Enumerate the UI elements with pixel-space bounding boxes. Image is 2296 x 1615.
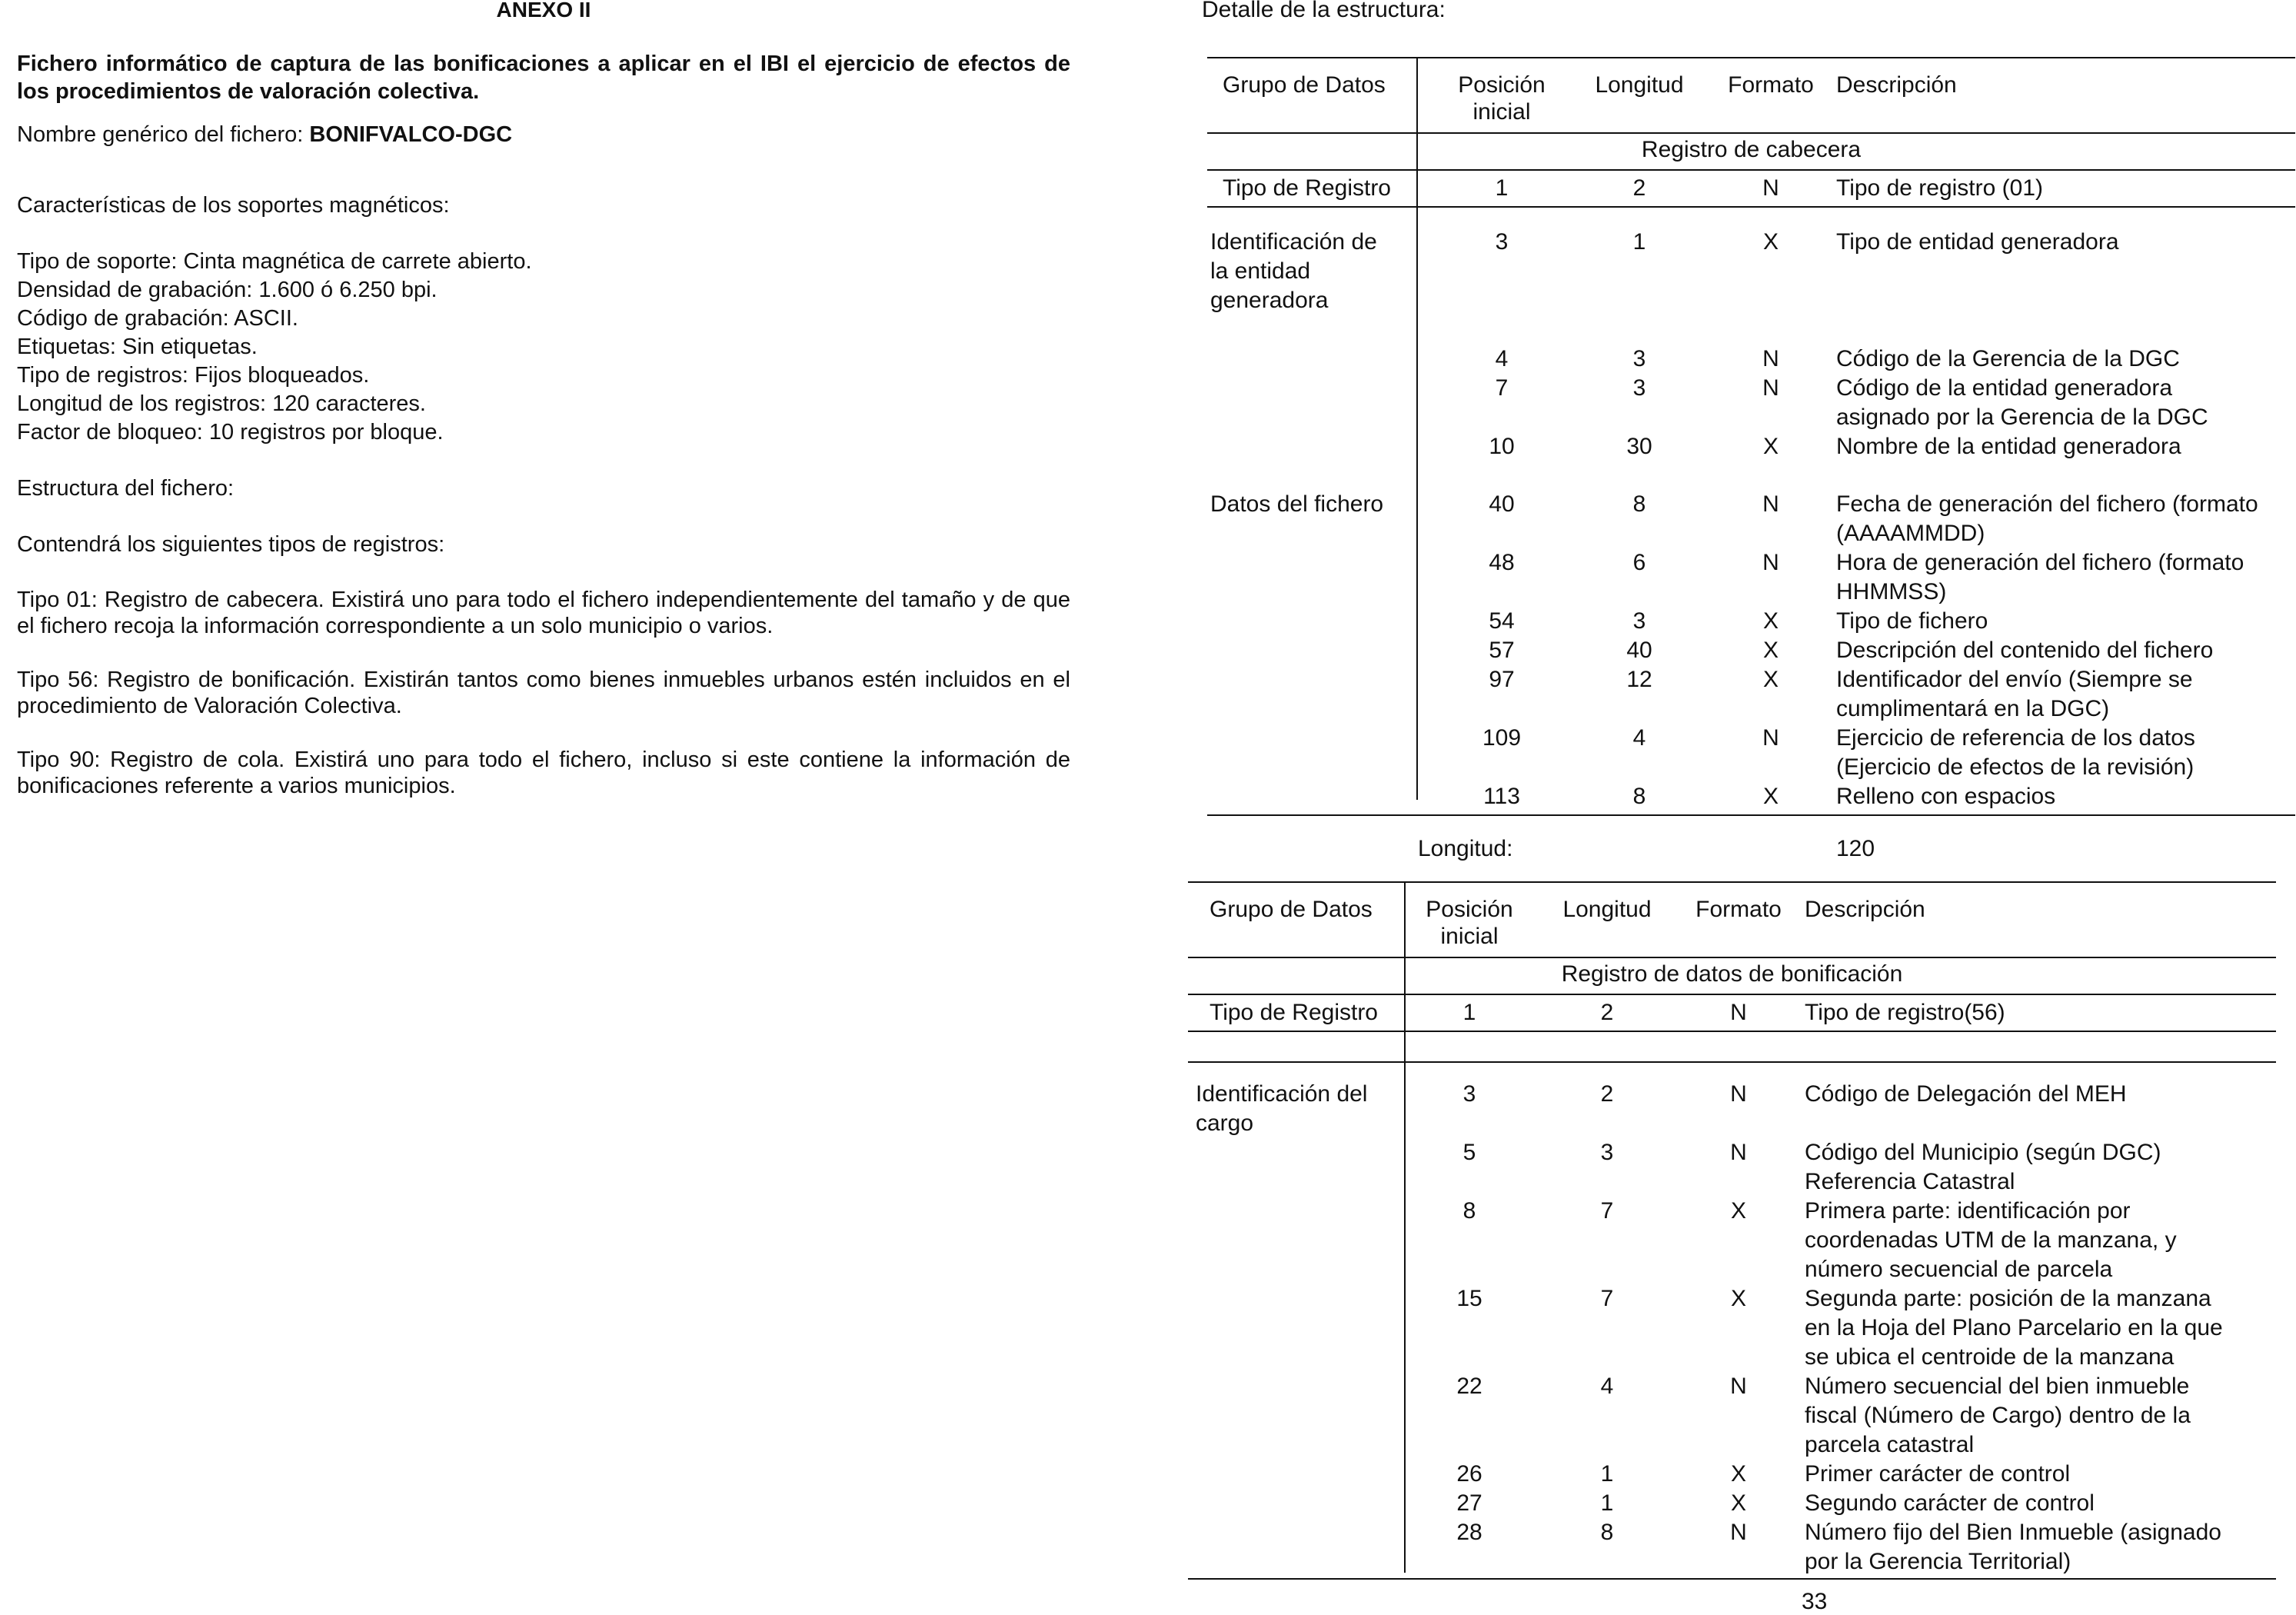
structure-detail-heading: Detalle de la estructura: xyxy=(1202,0,1446,22)
row-position: 22 xyxy=(1456,1374,1482,1399)
row-length: 8 xyxy=(1632,784,1646,809)
row-length: 1 xyxy=(1600,1490,1614,1516)
table-rule xyxy=(1207,814,2295,816)
row-length: 3 xyxy=(1632,375,1646,401)
row-description: fiscal (Número de Cargo) dentro de la xyxy=(1805,1403,2191,1428)
row-description: en la Hoja del Plano Parcelario en la que xyxy=(1805,1315,2223,1340)
row-length: 8 xyxy=(1632,491,1646,517)
row-length: 1 xyxy=(1600,1461,1614,1487)
table-rule xyxy=(1188,1578,2276,1580)
row-position: 26 xyxy=(1456,1461,1482,1487)
record-types-intro: Contendrá los siguientes tipos de registros: xyxy=(17,532,445,557)
row-description: Código de Delegación del MEH xyxy=(1805,1081,2127,1107)
header-position-2: inicial xyxy=(1472,99,1531,125)
row-position: 10 xyxy=(1489,434,1515,459)
row-description: Tipo de entidad generadora xyxy=(1836,229,2119,255)
row-length: 7 xyxy=(1600,1286,1614,1311)
header-length: Longitud xyxy=(1595,72,1684,98)
row-position: 1 xyxy=(1462,1000,1476,1025)
row-format: N xyxy=(1730,1520,1747,1545)
row-length: 40 xyxy=(1626,638,1652,663)
header-description: Descripción xyxy=(1805,897,1925,922)
media-spec-line: Tipo de soporte: Cinta magnética de carrete abierto. xyxy=(17,249,532,274)
row-format: X xyxy=(1762,638,1779,663)
row-description: Primera parte: identificación por xyxy=(1805,1198,2131,1224)
file-name-label: Nombre genérico del fichero: xyxy=(17,122,304,147)
row-length: 3 xyxy=(1632,346,1646,371)
header-position: Posición xyxy=(1458,72,1546,98)
row-description: Número secuencial del bien inmueble xyxy=(1805,1374,2190,1399)
row-group: Datos del fichero xyxy=(1210,491,1384,517)
row-format: N xyxy=(1730,1081,1747,1107)
page-number: 33 xyxy=(1802,1589,1828,1614)
row-description: asignado por la Gerencia de la DGC xyxy=(1836,405,2208,430)
header-group: Grupo de Datos xyxy=(1223,72,1386,98)
row-position: 15 xyxy=(1456,1286,1482,1311)
structure-heading: Estructura del fichero: xyxy=(17,476,235,501)
media-spec-line: Densidad de grabación: 1.600 ó 6.250 bpi. xyxy=(17,278,438,302)
row-length: 2 xyxy=(1632,175,1646,201)
row-format: N xyxy=(1730,1374,1747,1399)
row-format: N xyxy=(1762,725,1779,751)
row-group: Tipo de Registro xyxy=(1223,175,1391,201)
row-format: N xyxy=(1730,1140,1747,1165)
row-group: generadora xyxy=(1210,288,1329,313)
row-position: 109 xyxy=(1482,725,1522,751)
table-rule xyxy=(1207,169,2295,171)
row-description: Ejercicio de referencia de los datos xyxy=(1836,725,2195,751)
row-format: N xyxy=(1762,175,1779,201)
row-description: coordenadas UTM de la manzana, y xyxy=(1805,1227,2177,1253)
row-description: por la Gerencia Territorial) xyxy=(1805,1549,2071,1574)
row-position: 28 xyxy=(1456,1520,1482,1545)
row-description: Fecha de generación del fichero (formato xyxy=(1836,491,2258,517)
row-description: se ubica el centroide de la manzana xyxy=(1805,1344,2175,1370)
row-description: Código del Municipio (según DGC) xyxy=(1805,1140,2161,1165)
row-description: Segundo carácter de control xyxy=(1805,1490,2095,1516)
left-column xyxy=(17,0,1070,799)
row-format: X xyxy=(1730,1198,1746,1224)
row-format: N xyxy=(1762,375,1779,401)
type-56-paragraph: Tipo 56: Registro de bonificación. Existirán tantos como bienes inmuebles urbanos estén incluidos en el procedimiento de Valoración Colectiva. xyxy=(17,668,1070,718)
media-heading: Características de los soportes magnéticos: xyxy=(17,193,450,218)
row-length: 7 xyxy=(1600,1198,1614,1224)
row-position: 7 xyxy=(1495,375,1509,401)
row-group: cargo xyxy=(1196,1111,1254,1136)
row-position: 113 xyxy=(1483,784,1520,809)
row-format: X xyxy=(1762,784,1779,809)
row-description: Código de la entidad generadora xyxy=(1836,375,2173,401)
row-group: la entidad xyxy=(1210,258,1311,284)
media-spec-line: Tipo de registros: Fijos bloqueados. xyxy=(17,363,370,388)
document-title: Fichero informático de captura de las bonificaciones a aplicar en el IBI el ejercicio de efectos de los procedimientos de valoración colectiva. xyxy=(17,52,1070,104)
row-format: X xyxy=(1762,229,1779,255)
row-description: parcela catastral xyxy=(1805,1432,1975,1457)
row-group: Identificación de xyxy=(1210,229,1377,255)
total-length-value: 120 xyxy=(1836,836,1875,861)
row-position: 4 xyxy=(1495,346,1509,371)
row-description: Nombre de la entidad generadora xyxy=(1836,434,2181,459)
row-position: 1 xyxy=(1495,175,1509,201)
row-position: 5 xyxy=(1462,1140,1476,1165)
row-format: X xyxy=(1730,1286,1746,1311)
file-name-value: BONIFVALCO-DGC xyxy=(309,122,513,147)
media-spec-line: Código de grabación: ASCII. xyxy=(17,306,298,331)
row-length: 1 xyxy=(1632,229,1646,255)
row-description: Número fijo del Bien Inmueble (asignado xyxy=(1805,1520,2221,1545)
type-01-paragraph: Tipo 01: Registro de cabecera. Existirá uno para todo el fichero independientemente del tamaño y de que el fichero recoja la información correspondiente a un solo municipio o varios. xyxy=(17,588,1070,638)
table-rule xyxy=(1207,206,2295,208)
row-position: 57 xyxy=(1489,638,1515,663)
row-format: X xyxy=(1762,667,1779,692)
table-column-divider xyxy=(1416,57,1418,800)
row-description: Tipo de fichero xyxy=(1836,608,1988,634)
row-position: 3 xyxy=(1495,229,1509,255)
section-title: Registro de datos de bonificación xyxy=(1561,961,1903,987)
row-format: N xyxy=(1762,491,1779,517)
row-position: 48 xyxy=(1489,550,1515,575)
row-format: X xyxy=(1730,1490,1746,1516)
media-spec-line: Etiquetas: Sin etiquetas. xyxy=(17,335,258,359)
row-group: Tipo de Registro xyxy=(1210,1000,1378,1025)
header-position-2: inicial xyxy=(1440,924,1499,949)
row-length: 8 xyxy=(1600,1520,1614,1545)
row-position: 54 xyxy=(1489,608,1515,634)
table-rule xyxy=(1207,132,2295,134)
row-group: Identificación del xyxy=(1196,1081,1368,1107)
row-description: HHMMSS) xyxy=(1836,579,1947,604)
header-group: Grupo de Datos xyxy=(1210,897,1373,922)
media-spec-line: Longitud de los registros: 120 caracteres. xyxy=(17,391,426,416)
row-position: 27 xyxy=(1456,1490,1482,1516)
total-length-label: Longitud: xyxy=(1418,836,1513,861)
row-length: 12 xyxy=(1626,667,1652,692)
row-format: X xyxy=(1762,434,1779,459)
section-title: Registro de cabecera xyxy=(1641,137,1862,162)
file-name-line xyxy=(17,121,1070,149)
media-specs-list xyxy=(17,248,1070,447)
row-length: 6 xyxy=(1632,550,1646,575)
row-length: 30 xyxy=(1626,434,1652,459)
row-description: Identificador del envío (Siempre se xyxy=(1836,667,2193,692)
row-length: 2 xyxy=(1600,1000,1614,1025)
row-description: Hora de generación del fichero (formato xyxy=(1836,550,2244,575)
table-rule xyxy=(1188,1061,2276,1063)
row-position: 3 xyxy=(1462,1081,1476,1107)
table-rule xyxy=(1188,957,2276,958)
row-description: Segunda parte: posición de la manzana xyxy=(1805,1286,2211,1311)
row-description: Código de la Gerencia de la DGC xyxy=(1836,346,2180,371)
row-length: 4 xyxy=(1632,725,1646,751)
row-description: Referencia Catastral xyxy=(1805,1169,2015,1194)
row-description: Tipo de registro(56) xyxy=(1805,1000,2005,1025)
header-format: Formato xyxy=(1728,72,1814,98)
header-length: Longitud xyxy=(1562,897,1652,922)
row-description: (AAAAMMDD) xyxy=(1836,521,1985,546)
row-description: Tipo de registro (01) xyxy=(1836,175,2044,201)
annex-heading: ANEXO II xyxy=(496,0,591,22)
row-format: N xyxy=(1730,1000,1747,1025)
header-description: Descripción xyxy=(1836,72,1957,98)
row-length: 4 xyxy=(1600,1374,1614,1399)
row-description: Primer carácter de control xyxy=(1805,1461,2071,1487)
row-format: X xyxy=(1730,1461,1746,1487)
header-format: Formato xyxy=(1695,897,1782,922)
row-description: Relleno con espacios xyxy=(1836,784,2056,809)
row-length: 3 xyxy=(1632,608,1646,634)
row-description: (Ejercicio de efectos de la revisión) xyxy=(1836,754,2195,780)
row-position: 8 xyxy=(1462,1198,1476,1224)
row-format: N xyxy=(1762,550,1779,575)
row-length: 2 xyxy=(1600,1081,1614,1107)
row-description: Descripción del contenido del fichero xyxy=(1836,638,2214,663)
row-length: 3 xyxy=(1600,1140,1614,1165)
row-position: 97 xyxy=(1489,667,1515,692)
table-rule xyxy=(1188,994,2276,995)
row-format: N xyxy=(1762,346,1779,371)
row-format: X xyxy=(1762,608,1779,634)
table-rule xyxy=(1207,57,2295,58)
table-rule xyxy=(1188,1031,2276,1032)
type-90-paragraph: Tipo 90: Registro de cola. Existirá uno para todo el fichero, incluso si este contiene la información de bonificaciones referente a varios municipios. xyxy=(17,748,1070,798)
row-position: 40 xyxy=(1489,491,1515,517)
table-rule xyxy=(1188,881,2276,883)
row-description: cumplimentará en la DGC) xyxy=(1836,696,2110,721)
media-spec-line: Factor de bloqueo: 10 registros por bloque. xyxy=(17,420,444,445)
row-description: número secuencial de parcela xyxy=(1805,1257,2113,1282)
header-position: Posición xyxy=(1426,897,1513,922)
